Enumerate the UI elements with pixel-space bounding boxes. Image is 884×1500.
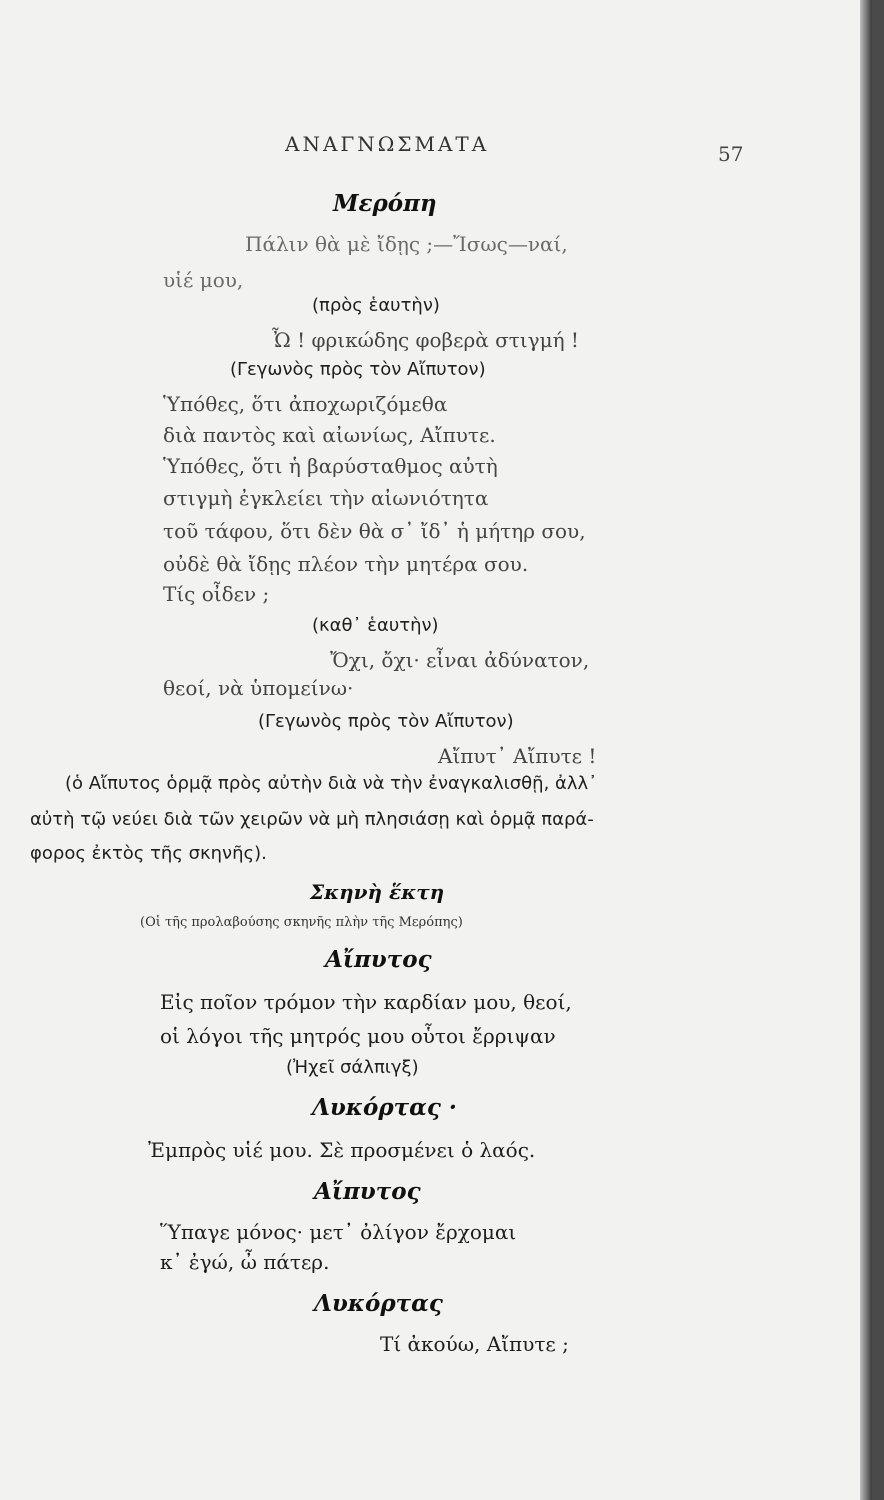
verse-line-25: Ἐμπρὸς υἱέ μου. Σὲ προσμένει ὁ λαός. [148, 1138, 536, 1162]
verse-line-17: Αἴπυτ᾿ Αἴπυτε ! [438, 744, 597, 768]
page-number: 57 [718, 142, 744, 166]
stage-direction-1: (πρὸς ἑαυτὴν) [312, 295, 440, 316]
verse-line-28: Τί ἀκούω, Αἴπυτε ; [380, 1332, 569, 1356]
speaker-aipytos-1: Αἴπυτος [325, 946, 432, 973]
scene-note: (Οἱ τῆς προλαβούσης σκηνῆς πλὴν τῆς Μερόπης) [140, 915, 463, 930]
stage-direction-2: (Γεγωνὸς πρὸς τὸν Αἴπυτον) [230, 359, 486, 380]
verse-line-7: διὰ παντὸς καὶ αἰωνίως, Αἴπυτε. [163, 423, 496, 447]
verse-line-12: Τίς οἶδεν ; [163, 582, 270, 606]
stage-direction-4: (Γεγωνὸς πρὸς τὸν Αἴπυτον) [258, 711, 514, 732]
verse-line-26: Ὕπαγε μόνος· μετ᾿ ὀλίγον ἔρχομαι [160, 1220, 517, 1244]
verse-line-10: τοῦ τάφου, ὅτι δὲν θὰ σ᾿ ἴδ᾿ ἡ μήτηρ σου, [163, 519, 586, 543]
speaker-lykortas-2: Λυκόρτας [314, 1290, 443, 1317]
running-title: ΑΝΑΓΝΩΣΜΑΤΑ [285, 132, 490, 156]
verse-line-23: οἱ λόγοι τῆς μητρός μου οὗτοι ἔρριψαν [160, 1024, 556, 1048]
page-edge-shadow [860, 0, 872, 1500]
verse-line-14: Ὄχι, ὄχι· εἶναι ἀδύνατον, [330, 648, 590, 672]
verse-line-6: Ὑπόθες, ὅτι ἀποχωριζόμεθα [163, 392, 448, 416]
verse-line-2: υἱέ μου, [163, 268, 244, 292]
stage-direction-5c: φορος ἐκτὸς τῆς σκηνῆς). [30, 843, 267, 864]
speaker-aipytos-2: Αἴπυτος [314, 1178, 421, 1205]
stage-direction-6: (Ἠχεῖ σάλπιγξ) [286, 1057, 419, 1078]
scene-heading: Σκηνὴ ἕκτη [310, 880, 445, 904]
verse-line-27: κ᾿ ἐγώ, ὦ πάτερ. [160, 1250, 330, 1274]
verse-line-9: στιγμὴ ἐγκλείει τὴν αἰωνιότητα [163, 486, 489, 510]
verse-line-15: θεοί, νὰ ὑπομείνω· [163, 676, 354, 700]
speaker-lykortas-1: Λυκόρτας · [312, 1094, 457, 1121]
verse-line-4: Ὦ ! φρικώδης φοβερὰ στιγμή ! [272, 328, 579, 352]
stage-direction-5b: αὐτὴ τῷ νεύει διὰ τῶν χειρῶν νὰ μὴ πλησιάσῃ καὶ ὁρμᾷ παρά- [30, 809, 594, 830]
verse-line-8: Ὑπόθες, ὅτι ἡ βαρύσταθμος αὐτὴ [163, 454, 498, 478]
verse-line-11: οὐδὲ θὰ ἴδῃς πλέον τὴν μητέρα σου. [163, 552, 529, 576]
speaker-merope: Μερόπη [333, 190, 437, 217]
verse-line-1: Πάλιν θὰ μὲ ἴδῃς ;—Ἴσως—ναί, [245, 232, 568, 256]
stage-direction-5a: (ὁ Αἴπυτος ὁρμᾷ πρὸς αὐτὴν διὰ νὰ τὴν ἐναγκαλισθῇ, ἀλλ᾿ [65, 773, 598, 794]
stage-direction-3: (καθ᾿ ἑαυτὴν) [312, 615, 439, 636]
verse-line-22: Εἰς ποῖον τρόμον τὴν καρδίαν μου, θεοί, [160, 990, 572, 1014]
